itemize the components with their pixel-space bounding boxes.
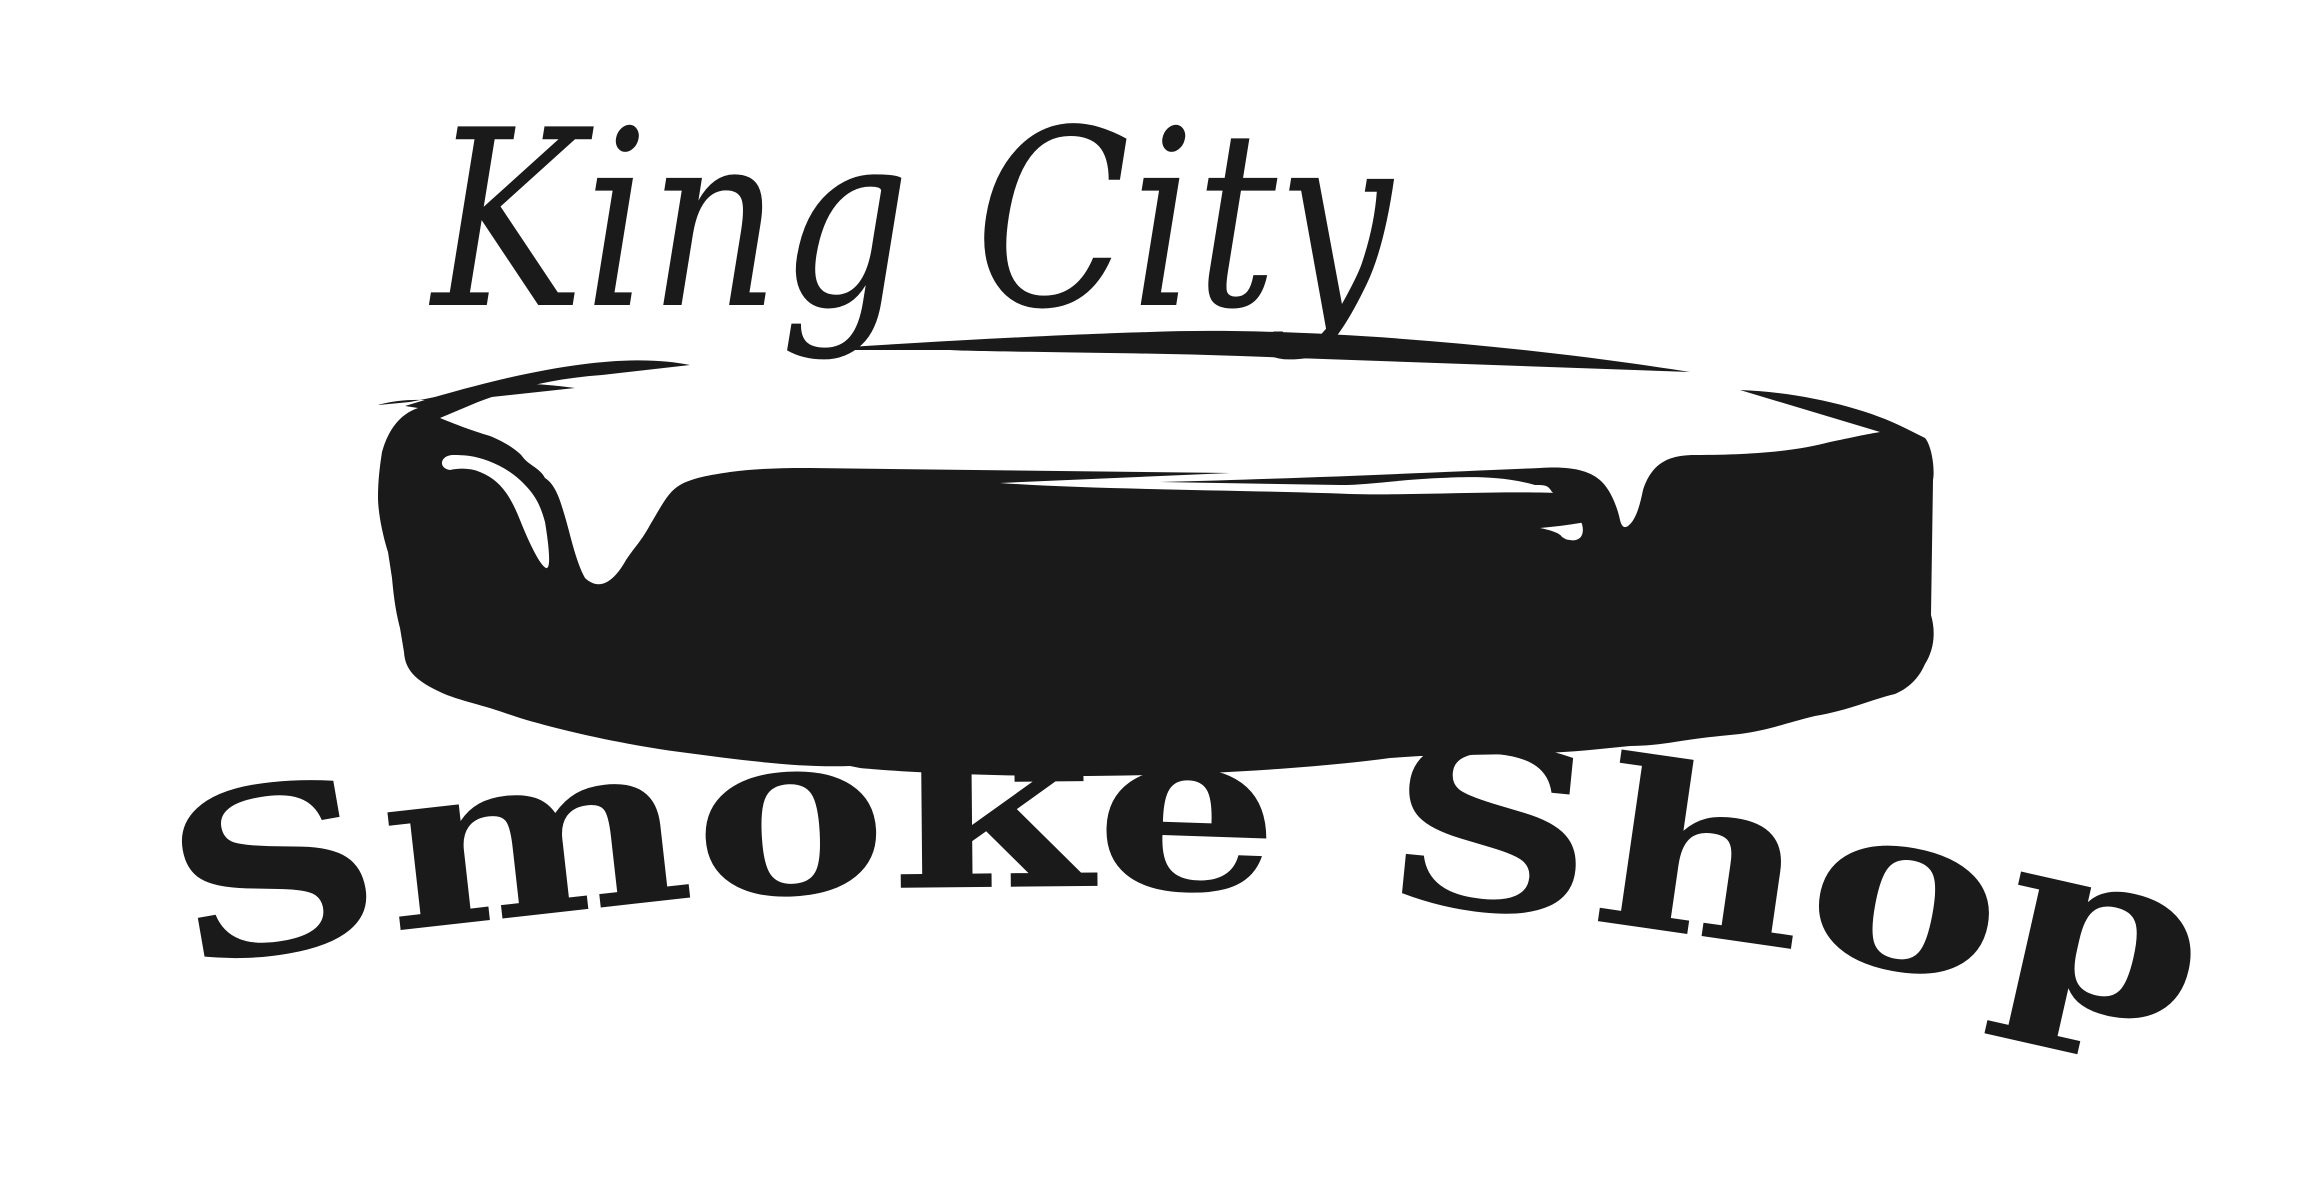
script-title: King City	[428, 78, 1395, 363]
block-title-path: Smoke Shop	[147, 672, 2192, 1074]
block-title	[147, 672, 2234, 1083]
